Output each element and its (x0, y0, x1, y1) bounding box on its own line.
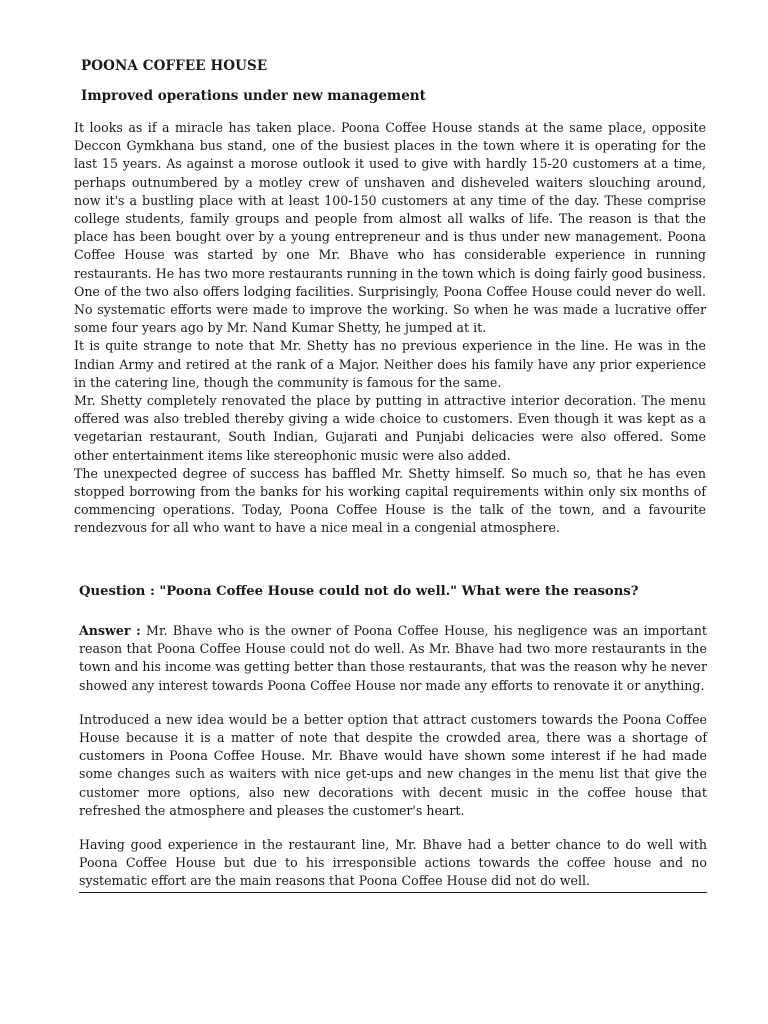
answer-section (79, 622, 707, 909)
case-study-text (74, 119, 706, 538)
answer-label: Answer : (79, 623, 141, 638)
article-paragraph-1: It looks as if a miracle has taken place. Poona Coffee House stands at the same place, opposite Deccon Gymkhana bus stand, one of the busiest places in the town where it is operating for the last 15 years. As against a morose outlook it used to give with hardly 15-20 customers at a time, perhaps outnumbered by a motley crew of unshaven and disheveled waiters slouching around, now it's a bustling place with at least 100-150 customers at any time of the day. These comprise college students, family groups and people from almost all walks of life. The reason is that the place has been bought over by a young entrepreneur and is thus under new management. Poona Coffee House was started by one Mr. Bhave who has considerable experience in running restaurants. He has two more restaurants running in the town which is doing fairly good business. One of the two also offers lodging facilities. Surprisingly, Poona Coffee House could never do well. No systematic efforts were made to improve the working. So when he was made a lucrative offer some four years ago by Mr. Nand Kumar Shetty, he jumped at it. (74, 120, 706, 336)
answer-paragraph-1 (79, 622, 707, 695)
document-title: POONA COFFEE HOUSE (81, 58, 268, 74)
answer-paragraph-2: Introduced a new idea would be a better option that attract customers towards the Poona Coffee House because it is a matter of note that despite the crowded area, there was a shortage of customers in Poona Coffee House. Mr. Bhave would have shown some interest if he had made some changes such as waiters with nice get-ups and new changes in the menu list that give the customer more options, also new decorations with decent music in the coffee house that refreshed the atmosphere and pleases the customer's heart. (79, 711, 707, 818)
answer-paragraph-1-text: Mr. Bhave who is the owner of Poona Coffee House, his negligence was an important reason that Poona Coffee House could not do well. As Mr. Bhave had two more restaurants in the town and his income was getting better than those restaurants, that was the reason why he never showed any interest towards Poona Coffee House nor made any efforts to renovate it or anything. (79, 623, 707, 693)
article-paragraph-4: The unexpected degree of success has baffled Mr. Shetty himself. So much so, that he has even stopped borrowing from the banks for his working capital requirements within only six months of commencing operations. Today, Poona Coffee House is the talk of the town, and a favourite rendezvous for all who want to have a nice meal in a congenial atmosphere. (74, 465, 706, 536)
document-subtitle: Improved operations under new management (81, 88, 426, 104)
article-paragraph-3: Mr. Shetty completely renovated the place by putting in attractive interior decoration. The menu offered was also trebled thereby giving a wide choice to customers. Even though it was kept as a vegetarian restaurant, South Indian, Gujarati and Punjabi delicacies were also offered. Some other entertainment items like stereophonic music were also added. (74, 393, 706, 463)
question-heading: Question : "Poona Coffee House could not do well." What were the reasons? (79, 584, 639, 599)
answer-paragraph-3: Having good experience in the restaurant line, Mr. Bhave had a better chance to do well with Poona Coffee House but due to his irresponsible actions towards the coffee house and no systematic effort are the main reasons that Poona Coffee House did not do well. (79, 836, 707, 893)
article-paragraph-2: It is quite strange to note that Mr. Shetty has no previous experience in the line. He was in the Indian Army and retired at the rank of a Major. Neither does his family have any prior experience in the catering line, though the community is famous for the same. (74, 338, 706, 390)
